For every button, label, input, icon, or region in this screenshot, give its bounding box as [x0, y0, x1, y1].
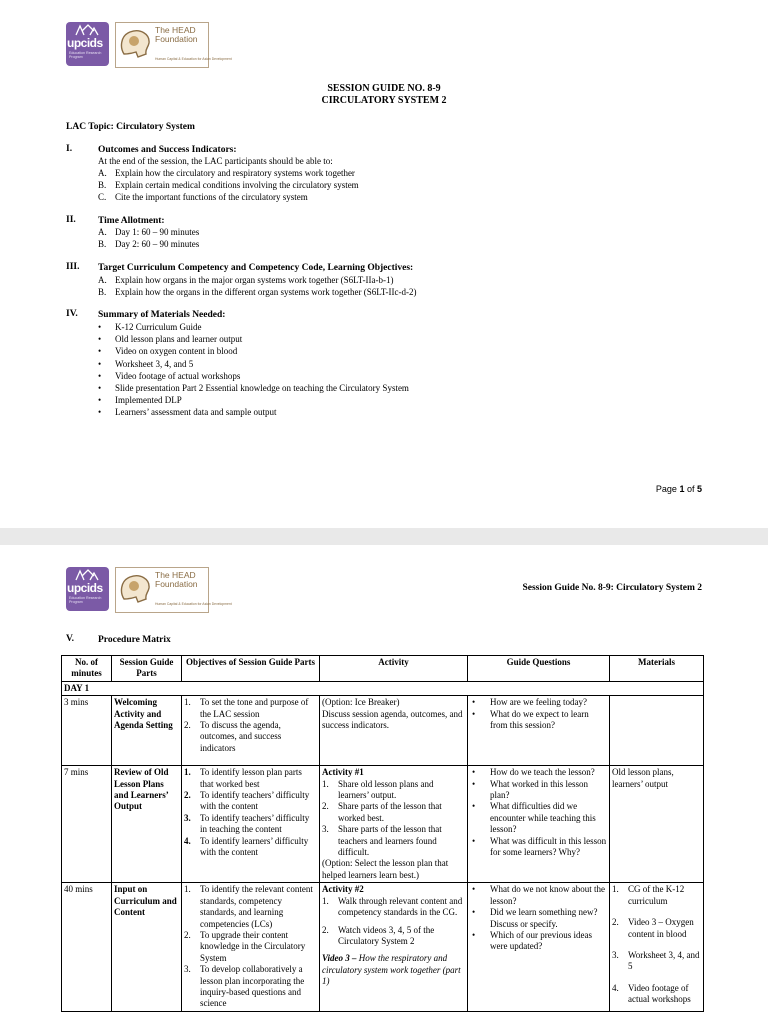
list-item: A. Explain how organs in the major organ systems work together (S6LT-IIa-b-1)	[98, 275, 394, 285]
table-header-row	[62, 656, 704, 682]
outcomes-list	[98, 167, 359, 204]
list-item: • What worked in this lesson plan?	[472, 778, 588, 801]
logo-group	[66, 22, 232, 68]
list-item: 2. To identify teachers’ difficulty with the content	[184, 790, 310, 812]
activity-cell: (Option: Ice Breaker) Discuss session agenda, outcomes, and success indicators.	[320, 696, 468, 766]
document-page-2	[0, 545, 768, 1024]
list-item: 1. Share old lesson plans and learners’ output.	[322, 778, 434, 801]
list-item: B. Explain certain medical conditions involving the circulatory system	[98, 180, 359, 191]
part-cell: Review of Old Lesson Plans and Learners’ Output	[112, 766, 182, 883]
section-number: IV.	[66, 309, 78, 319]
list-item: • What do we not know about the lesson?	[472, 884, 605, 906]
list-item: A. Explain how the circulatory and respiratory systems work together	[98, 168, 355, 178]
list-item: 1. To set the tone and purpose of the LAC session	[184, 697, 309, 719]
list-item: • How are we feeling today?	[472, 697, 587, 708]
section-intro: At the end of the session, the LAC participants should be able to:	[98, 156, 333, 166]
list-item: • K-12 Curriculum Guide	[98, 322, 202, 332]
list-item: 3. To identify teachers’ difficulty in teaching the content	[184, 812, 310, 835]
list-item: 3. Share parts of the lesson that teachers and learners found difficult.	[322, 824, 442, 858]
document-title: SESSION GUIDE NO. 8-9	[327, 83, 441, 94]
upcids-logo: upcids Education Research Program	[66, 22, 109, 66]
activity-cell: Activity #2 1. Walk through relevant content and competency standards in the CG. 2. Watch videos 3, 4, 5 of the Circulatory System 2 Video 3 – How the respiratory and circulatory system work together (part 1)	[320, 883, 468, 1011]
questions-cell	[468, 883, 610, 1011]
section-number: II.	[66, 215, 76, 225]
objectives-cell	[182, 766, 320, 883]
minutes-cell: 3 mins	[62, 696, 112, 766]
column-header: Objectives of Session Guide Parts	[182, 656, 320, 682]
list-item: 2. Share parts of the lesson that worked best.	[322, 801, 442, 823]
list-item: 3. To develop collaboratively a lesson plan incorporating the inquiry-based questions and science	[184, 964, 305, 1009]
part-cell: Welcoming Activity and Agenda Setting	[112, 696, 182, 766]
day-row	[62, 681, 704, 695]
competency-list	[98, 274, 417, 298]
list-item: • Which of our previous ideas were updated?	[472, 929, 592, 952]
list-item: 1. CG of the K-12 curriculum	[612, 884, 685, 906]
list-item: A. Day 1: 60 – 90 minutes	[98, 227, 200, 237]
list-item: • Slide presentation Part 2 Essential knowledge on teaching the Circulatory System	[98, 383, 409, 394]
column-header: No. of minutes	[62, 656, 112, 682]
day-label: DAY 1	[62, 681, 704, 695]
lac-topic: LAC Topic: Circulatory System	[66, 122, 195, 132]
logo-group	[66, 567, 232, 613]
list-item: B. Explain how the organs in the different organ systems work together (S6LT-IIc-d-2)	[98, 287, 417, 298]
minutes-cell: 7 mins	[62, 766, 112, 883]
running-header: Session Guide No. 8-9: Circulatory System 2	[522, 583, 702, 593]
section-heading: Procedure Matrix	[98, 635, 171, 645]
materials-cell: Old lesson plans, learners’ output	[610, 766, 704, 883]
materials-list	[98, 321, 409, 419]
section-number: I.	[66, 144, 73, 154]
section-heading: Outcomes and Success Indicators:	[98, 145, 237, 155]
list-item: C. Cite the important functions of the circulatory system	[98, 192, 308, 203]
list-item: • Video on oxygen content in blood	[98, 346, 238, 357]
list-item: • Video footage of actual workshops	[98, 370, 241, 381]
list-item: 4. To identify learners’ difficulty with the content	[184, 835, 309, 858]
procedure-matrix-table	[61, 655, 704, 1012]
column-header: Session Guide Parts	[112, 656, 182, 682]
list-item: • Implemented DLP	[98, 395, 182, 406]
list-item: 2. Watch videos 3, 4, 5 of the Circulatory System 2	[322, 924, 435, 946]
section-number: V.	[66, 634, 75, 644]
table-row	[62, 766, 704, 883]
materials-cell	[610, 696, 704, 766]
column-header: Activity	[320, 656, 468, 682]
activity-cell: Activity #1 1. Share old lesson plans and learners’ output. 2. Share parts of the lesson that worked best. 3. Share parts of the lesson that teachers and learners found difficult. (Option: Select the lesson plan that helped learners learn best.)	[320, 766, 468, 883]
page-number: Page 1 of 5	[655, 484, 702, 494]
list-item: B. Day 2: 60 – 90 minutes	[98, 239, 200, 250]
table-row	[62, 883, 704, 1011]
list-item: 1. Walk through relevant content and competency standards in the CG.	[322, 895, 463, 918]
objectives-cell	[182, 883, 320, 1011]
list-item: • Did we learn something new? Discuss or specify.	[472, 907, 598, 929]
head-foundation-logo: The HEAD Foundation Human Capital & Education for Asian Development	[115, 567, 209, 613]
section-number: III.	[66, 262, 80, 272]
list-item: 1. To identify the relevant content standards, competency standards, and learning competencies (LCs)	[184, 884, 313, 929]
objectives-cell	[182, 696, 320, 766]
table-row	[62, 696, 704, 766]
list-item: • Old lesson plans and learner output	[98, 334, 243, 345]
list-item: 4. Video footage of actual workshops	[612, 982, 691, 1005]
materials-cell	[610, 883, 704, 1011]
list-item: • Worksheet 3, 4, and 5	[98, 358, 194, 369]
column-header: Materials	[610, 656, 704, 682]
section-heading: Summary of Materials Needed:	[98, 310, 226, 320]
list-item: • How do we teach the lesson?	[472, 767, 595, 778]
part-cell: Input on Curriculum and Content	[112, 883, 182, 1011]
section-heading: Time Allotment:	[98, 216, 165, 226]
list-item: 2. To upgrade their content knowledge in the Circulatory System	[184, 929, 306, 963]
list-item: • What difficulties did we encounter while teaching this lesson?	[472, 801, 596, 835]
column-header: Guide Questions	[468, 656, 610, 682]
questions-cell	[468, 696, 610, 766]
document-subtitle: CIRCULATORY SYSTEM 2	[321, 95, 447, 106]
list-item: • What was difficult in this lesson for some learners? Why?	[472, 835, 607, 858]
list-item: • Learners’ assessment data and sample output	[98, 407, 277, 418]
list-item: 2. To discuss the agenda, outcomes, and success indicators	[184, 720, 282, 753]
upcids-logo: upcids Education Research Program	[66, 567, 109, 611]
time-allotment-list	[98, 226, 199, 250]
list-item: 1. To identify lesson plan parts that worked best	[184, 767, 302, 789]
minutes-cell: 40 mins	[62, 883, 112, 1011]
section-heading: Target Curriculum Competency and Competency Code, Learning Objectives:	[98, 263, 414, 273]
list-item: 2. Video 3 – Oxygen content in blood	[612, 917, 694, 939]
head-foundation-logo: The HEAD Foundation Human Capital & Education for Asian Development	[115, 22, 209, 68]
list-item: • What do we expect to learn from this session?	[472, 708, 589, 731]
questions-cell	[468, 766, 610, 883]
list-item: 3. Worksheet 3, 4, and 5	[612, 949, 700, 972]
